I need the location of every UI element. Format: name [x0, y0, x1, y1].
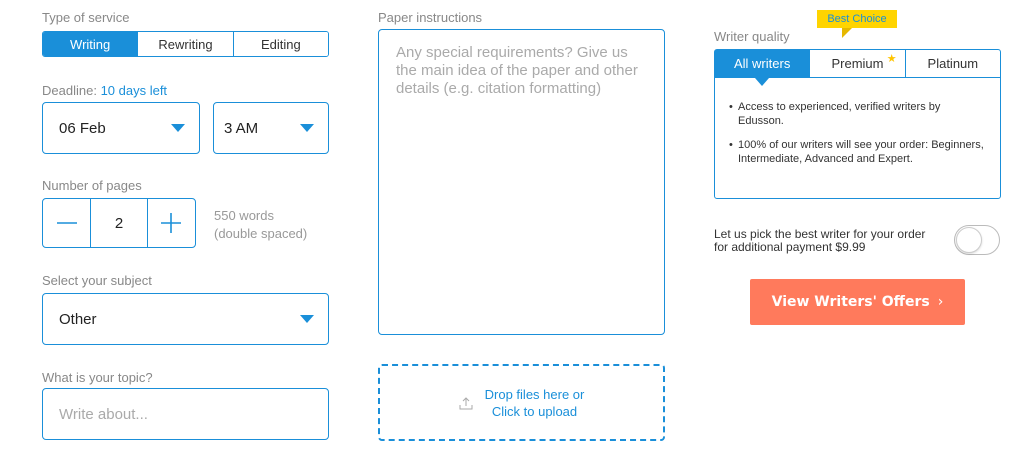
upload-icon [459, 396, 473, 410]
quality-bullet: • Access to experienced, verified writers by Edusson. [729, 100, 989, 128]
quality-bullet-text: Access to experienced, verified writers by Edusson. [738, 101, 941, 127]
chevron-down-icon [300, 315, 314, 323]
active-tab-pointer [755, 78, 769, 86]
deadline-time-select[interactable] [213, 102, 329, 154]
service-label: Type of service [42, 10, 130, 25]
deadline-date-value: 06 Feb [59, 119, 106, 137]
pick-writer-text [714, 228, 925, 254]
upload-text [485, 386, 585, 420]
pages-stepper [42, 198, 196, 248]
file-upload-dropzone[interactable] [378, 364, 665, 441]
subject-label: Select your subject [42, 273, 152, 288]
quality-bullet: • 100% of our writers will see your order: Beginners, Intermediate, Advanced and Expert. [729, 138, 999, 166]
topic-input[interactable] [42, 388, 329, 440]
deadline-label [42, 84, 167, 97]
upload-text-line2: Click to upload [491, 403, 578, 419]
cta-label: View Writers' Offers [771, 294, 930, 310]
word-count-spacing: (double spaced) [214, 226, 308, 241]
toggle-knob [956, 227, 982, 253]
tab-premium-label: Premium [831, 56, 884, 71]
badge-tail [842, 28, 852, 38]
deadline-label-text: Deadline: [42, 83, 97, 98]
upload-text-line1: Drop files here or [484, 386, 585, 402]
writer-quality-panel [714, 49, 1001, 199]
deadline-days-left: 10 days left [100, 83, 168, 98]
chevron-down-icon [171, 124, 185, 132]
service-rewriting-button[interactable]: Rewriting [137, 32, 232, 56]
subject-select[interactable] [42, 293, 329, 345]
minus-icon [56, 212, 78, 234]
service-editing-button[interactable]: Editing [233, 32, 328, 56]
pick-writer-toggle[interactable] [954, 225, 1000, 255]
deadline-time-value: 3 AM [224, 119, 259, 137]
decrease-pages-button[interactable] [43, 199, 90, 247]
chevron-down-icon [300, 124, 314, 132]
plus-icon [160, 212, 182, 234]
topic-label: What is your topic? [42, 370, 153, 385]
quality-bullet-text: 100% of our writers will see your order: Beginners, Intermediate, Advanced and Expert. [738, 139, 984, 165]
deadline-date-select[interactable] [42, 102, 200, 154]
best-choice-badge: Best Choice [817, 10, 897, 28]
pick-writer-line1: Let us pick the best writer for your order [714, 227, 926, 241]
writer-quality-tabs [715, 50, 1000, 78]
increase-pages-button[interactable] [148, 199, 195, 247]
tab-all-writers[interactable]: All writers [715, 50, 809, 77]
pages-label: Number of pages [42, 178, 142, 193]
service-writing-button[interactable]: Writing [43, 32, 137, 56]
pick-writer-line2: for additional payment $9.99 [714, 240, 866, 254]
word-count [214, 207, 307, 243]
word-count-value: 550 words [214, 208, 274, 223]
tab-platinum[interactable]: Platinum [905, 50, 1000, 77]
service-type-selector [42, 31, 329, 57]
tab-premium[interactable] [809, 50, 904, 77]
subject-value: Other [59, 310, 97, 328]
pages-value: 2 [90, 199, 147, 247]
instructions-label: Paper instructions [378, 10, 483, 25]
chevron-right-icon: › [937, 294, 944, 310]
star-icon: ★ [886, 53, 897, 65]
instructions-textarea[interactable] [378, 29, 665, 335]
writer-quality-label: Writer quality [714, 29, 790, 44]
view-writers-offers-button[interactable] [750, 279, 965, 325]
